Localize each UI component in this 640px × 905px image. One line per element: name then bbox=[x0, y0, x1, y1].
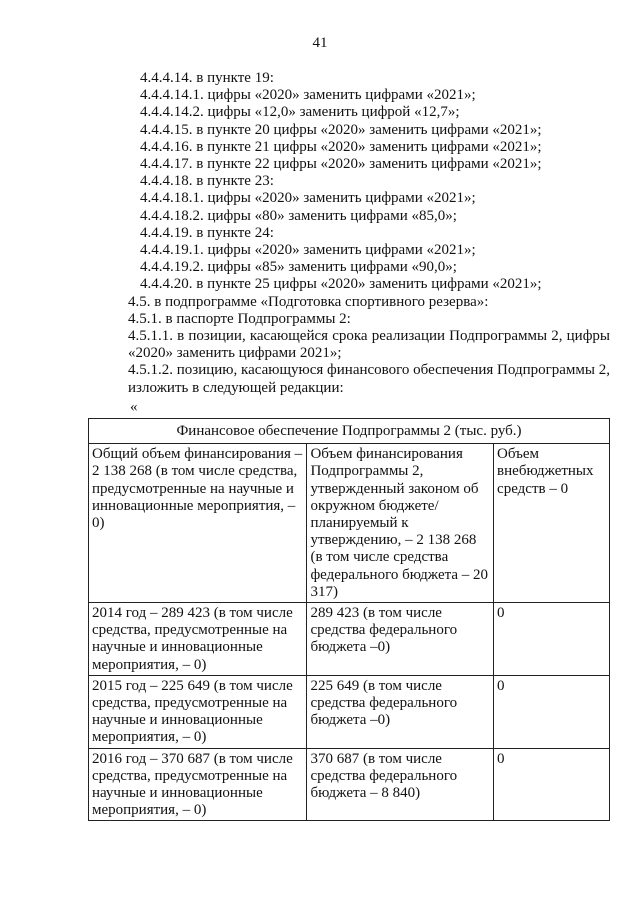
paragraph: 4.4.4.14.2. цифры «12,0» заменить цифрой «12,7»; bbox=[140, 104, 460, 121]
budget-cell: 225 649 (в том числе средства федерального бюджета –0) bbox=[307, 675, 494, 748]
paragraph: 4.4.4.15. в пункте 20 цифры «2020» заменить цифрами «2021»; bbox=[140, 121, 542, 138]
table-row bbox=[89, 748, 610, 821]
paragraph: 4.4.4.18.1. цифры «2020» заменить цифрами «2021»; bbox=[140, 190, 476, 207]
budget-cell: 370 687 (в том числе средства федерального бюджета – 8 840) bbox=[307, 748, 494, 821]
document-body bbox=[88, 70, 610, 416]
paragraph: 4.4.4.14. в пункте 19: bbox=[140, 70, 274, 86]
budget-cell: Объем финансирования Подпрограммы 2, утвержденный законом об окружном бюджете/планируемый к утверждению, – 2 138 268 (в том числе средства федерального бюджета – 20 317) bbox=[307, 444, 494, 603]
table-row bbox=[89, 603, 610, 676]
paragraph: 4.5.1.2. позицию, касающуюся финансового обеспечения Подпрограммы 2, изложить в следующей редакции: bbox=[128, 362, 610, 396]
paragraph: « bbox=[130, 398, 138, 415]
table-header: Финансовое обеспечение Подпрограммы 2 (тыс. руб.) bbox=[89, 419, 610, 444]
paragraph: 4.4.4.16. в пункте 21 цифры «2020» заменить цифрами «2021»; bbox=[140, 138, 542, 155]
budget-cell: 289 423 (в том числе средства федерального бюджета –0) bbox=[307, 603, 494, 676]
paragraph: 4.4.4.17. в пункте 22 цифры «2020» заменить цифрами «2021»; bbox=[140, 156, 542, 173]
paragraph: 4.5. в подпрограмме «Подготовка спортивного резерва»: bbox=[128, 293, 489, 310]
paragraph: 4.4.4.18. в пункте 23: bbox=[140, 173, 274, 190]
paragraph: 4.4.4.19. в пункте 24: bbox=[140, 224, 274, 241]
page-number: 41 bbox=[312, 35, 328, 51]
offbudget-cell: 0 bbox=[494, 603, 610, 676]
total-cell: 2015 год – 225 649 (в том числе средства, предусмотренные на научные и инновационные мероприятия, – 0) bbox=[89, 675, 307, 748]
table-header-row bbox=[89, 419, 610, 444]
table-row bbox=[89, 444, 610, 603]
offbudget-cell: 0 bbox=[494, 675, 610, 748]
paragraph: 4.4.4.19.2. цифры «85» заменить цифрами «90,0»; bbox=[140, 259, 457, 276]
financing-table bbox=[88, 418, 610, 821]
offbudget-cell: Объем внебюджетных средств – 0 bbox=[494, 444, 610, 603]
paragraph: 4.4.4.19.1. цифры «2020» заменить цифрами «2021»; bbox=[140, 242, 476, 259]
paragraph: 4.5.1.1. в позиции, касающейся срока реализации Подпрограммы 2, цифры «2020» заменить цифрами 2021»; bbox=[128, 328, 610, 362]
paragraph: 4.4.4.14.1. цифры «2020» заменить цифрами «2021»; bbox=[140, 87, 476, 104]
table-row bbox=[89, 675, 610, 748]
total-cell: 2014 год – 289 423 (в том числе средства, предусмотренные на научные и инновационные мероприятия, – 0) bbox=[89, 603, 307, 676]
paragraph: 4.4.4.20. в пункте 25 цифры «2020» заменить цифрами «2021»; bbox=[140, 276, 542, 293]
total-cell: 2016 год – 370 687 (в том числе средства, предусмотренные на научные и инновационные мероприятия, – 0) bbox=[89, 748, 307, 821]
total-cell: Общий объем финансирования – 2 138 268 (в том числе средства, предусмотренные на научные и инновационные мероприятия, – 0) bbox=[89, 444, 307, 603]
paragraph: 4.4.4.18.2. цифры «80» заменить цифрами «85,0»; bbox=[140, 207, 457, 224]
offbudget-cell: 0 bbox=[494, 748, 610, 821]
paragraph: 4.5.1. в паспорте Подпрограммы 2: bbox=[128, 310, 351, 327]
